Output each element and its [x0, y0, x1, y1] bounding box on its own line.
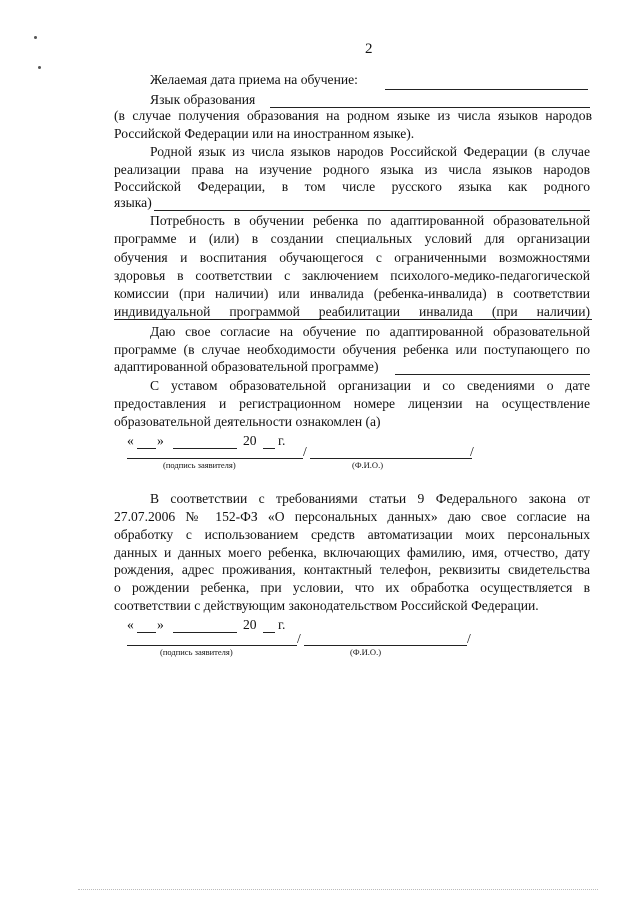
native-language-field[interactable]: [154, 210, 590, 211]
fio-field[interactable]: [304, 645, 467, 646]
personal-data-line-4: данных и данных моего ребенка, включающих фамилию, имя, отчество, дату: [114, 545, 590, 560]
year-prefix: 20: [243, 433, 257, 448]
native-language-line-3: Российской Федерации, в том числе русского языка как родного: [114, 179, 590, 194]
year-prefix: 20: [243, 617, 257, 632]
charter-line-2: предоставления и регистрационном номере лицензии на осуществление: [114, 396, 590, 411]
fio-slash: /: [470, 444, 474, 459]
native-language-line-1: Родной язык из числа языков народов Российской Федерации (в случае: [150, 144, 590, 159]
signature-slash: /: [297, 631, 301, 646]
fio-slash: /: [467, 631, 471, 646]
consent-adapted-field[interactable]: [395, 374, 590, 375]
page-number: 2: [365, 41, 373, 57]
personal-data-line-2: 27.07.2006 № 152-ФЗ «О персональных данных» даю свое согласие на: [114, 509, 590, 524]
desired-date-field[interactable]: [385, 89, 588, 90]
day-field[interactable]: [137, 448, 156, 449]
consent-adapted-line-2: программе (в случае необходимости обучения ребенка или поступающего по: [114, 342, 590, 357]
consent-adapted-last: адаптированной образовательной программе): [114, 359, 379, 374]
year-field[interactable]: [263, 632, 275, 633]
fio-caption: (Ф.И.О.): [350, 647, 382, 657]
personal-data-line-6: о рождении ребенка, при условии, что их обработка осуществляется в: [114, 580, 590, 595]
year-field[interactable]: [263, 448, 275, 449]
date-open-quote: «: [127, 433, 134, 448]
adapted-program-line-2: программе и (или) в создании специальных условий для организации: [114, 231, 590, 246]
scan-speck: [38, 66, 41, 69]
day-field[interactable]: [137, 632, 156, 633]
signature-slash: /: [303, 444, 307, 459]
signature-caption: (подпись заявителя): [160, 647, 233, 657]
date-open-quote: «: [127, 617, 134, 632]
personal-data-line-1: В соответствии с требованиями статьи 9 Федерального закона от: [150, 491, 590, 506]
personal-data-last: соответствии с действующим законодательством Российской Федерации.: [114, 598, 539, 613]
month-field[interactable]: [173, 632, 237, 633]
adapted-program-line-4: здоровья в соответствии с заключением психолого-медико-педагогической: [114, 268, 590, 283]
education-language-note: (в случае получения образования на родном языке из числа языков народов Российской Федерации или на иностранном языке).: [114, 108, 592, 142]
year-suffix: г.: [278, 617, 286, 632]
education-language-label: Язык образования: [150, 92, 256, 107]
personal-data-line-5: рождения, адрес проживания, контактный телефон, реквизиты свидетельства: [114, 562, 590, 577]
scan-speck: [34, 36, 37, 39]
adapted-program-line-3: обучения и воспитания обучающегося с ограниченными возможностями: [114, 250, 590, 265]
personal-data-line-3: обработку с использованием средств автоматизации моих персональных: [114, 527, 590, 542]
fio-caption: (Ф.И.О.): [352, 460, 384, 470]
native-language-last: языка): [114, 195, 152, 210]
signature-field[interactable]: [127, 458, 303, 459]
signature-field[interactable]: [127, 645, 297, 646]
consent-adapted-line-1: Даю свое согласие на обучение по адаптированной образовательной: [150, 324, 590, 339]
charter-last: образовательной деятельности ознакомлен (а): [114, 414, 381, 429]
adapted-program-line-6: индивидуальной программой реабилитации инвалида (при наличии): [114, 304, 590, 319]
signature-caption: (подпись заявителя): [163, 460, 236, 470]
date-close-quote: »: [157, 433, 164, 448]
native-language-line-2: реализации права на изучение родного языка из числа языков народов: [114, 162, 590, 177]
adapted-program-field[interactable]: [114, 319, 592, 320]
fio-field[interactable]: [310, 458, 472, 459]
charter-line-1: С уставом образовательной организации и со сведениями о дате: [150, 378, 590, 393]
date-close-quote: »: [157, 617, 164, 632]
year-suffix: г.: [278, 433, 286, 448]
desired-date-label: Желаемая дата приема на обучение:: [150, 72, 358, 87]
scan-edge-line: [78, 889, 598, 890]
adapted-program-line-5: комиссии (при наличии) или инвалида (ребенка-инвалида) в соответствии: [114, 286, 590, 301]
month-field[interactable]: [173, 448, 237, 449]
adapted-program-line-1: Потребность в обучении ребенка по адаптированной образовательной: [150, 213, 590, 228]
